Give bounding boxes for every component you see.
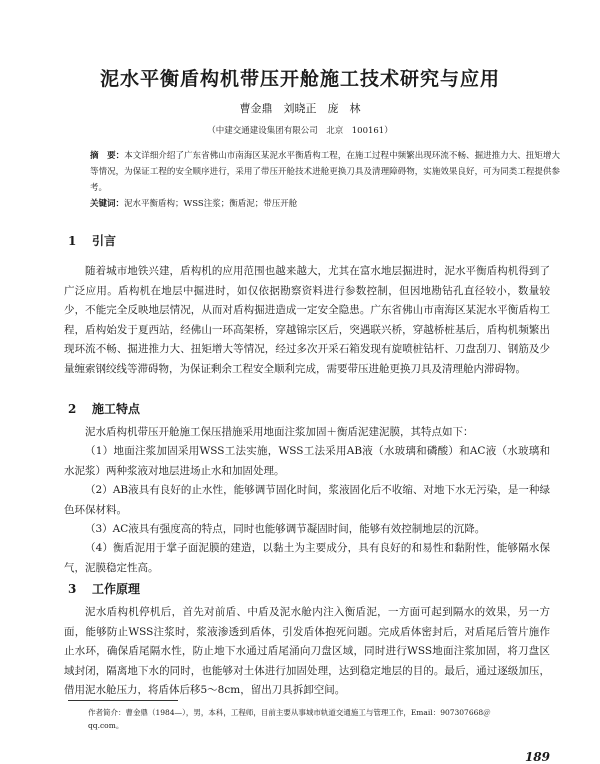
author-list: 曹金鼎 刘晓正 庞 林 — [239, 102, 361, 115]
section-heading-2 — [68, 400, 140, 417]
footnote — [88, 706, 558, 732]
keywords-text: 泥水平衡盾构；WSS注浆；衡盾泥；带压开舱 — [124, 199, 298, 209]
paragraph: 随着城市地铁兴建，盾构机的应用范围也越来越大，尤其在富水地层掘进时，泥水平衡盾构机得到了广泛应用。盾构机在地层中掘进时，如仅依据勘察资料进行参数控制，但因地勘钻孔直径较小，数量较少，不能完全反映地层情况，从而对盾构掘进造成一定安全隐患。广东省佛山市南海区某泥水平衡盾构工程，盾构始发于夏西站，经佛山一环高架桥，穿越锦宗区后，突遇联兴桥，穿越桥桩基后，盾构机频繁出现环流不畅、掘进推力大、扭矩增大等情况，经过多次开采石箱发现有旋喷桩钻杆、刀盘刮刀、钢筋及少量缠索钢绞线等滞碍物，为保证剩余工程安全顺利完成，需要带压进舱更换刀具及清理舱内滞碍物。 — [64, 265, 550, 375]
abstract-text: 本文详细介绍了广东省佛山市南海区某泥水平衡盾构工程，在施工过程中频繁出现环流不畅、掘进推力大、扭矩增大等情况，为保证工程的安全顺序进行，采用了带压开舱技术进舱更换刀具及清理障碍物，实施效果良好，可为同类工程提供参考。 — [90, 151, 560, 193]
footnote-line: 作者简介：曹金鼎（1984—），男，本科，工程师，目前主要从事城市轨道交通施工与管理工作，Email：907307668＠ — [88, 708, 491, 717]
section-number: 1 — [68, 234, 77, 248]
abstract — [90, 148, 560, 196]
affiliation: （中建交通建设集团有限公司 北京 100161） — [207, 126, 393, 136]
section-title: 施工特点 — [92, 402, 141, 416]
paragraph: 泥水盾构机带压开舱施工保压措施采用地面注浆加固＋衡盾泥建泥膜，其特点如下： — [85, 426, 474, 438]
paragraph: （4）衡盾泥用于掌子面泥膜的建造，以黏土为主要成分，具有良好的和易性和黏附性，能够隔水保气，泥膜稳定性高。 — [64, 542, 550, 574]
paragraph: 泥水盾构机停机后，首先对前盾、中盾及泥水舱内注入衡盾泥，一方面可起到隔水的效果，另一方面，能够防止WSS注浆时，浆液渗透到盾体，引发盾体抱死问题。完成盾体密封后，对盾尾后管片施作止水环，确保盾尾隔水性，防止地下水通过盾尾涌向刀盘区域，同时进行WSS地面注浆加固，将刀盘区域封闭，隔离地下水的同时，也能够对土体进行加固处理，达到稳定地层的目的。最后，通过逐级加压，借用泥水舱压力，将盾体后移5～8cm，留出刀具拆卸空间。 — [64, 606, 550, 696]
keywords-label: 关键词： — [90, 199, 125, 209]
section-heading-3 — [68, 580, 140, 597]
section-title: 引言 — [92, 234, 117, 248]
paragraph: （3）AC液具有强度高的特点，同时也能够调节凝固时间，能够有效控制地层的沉降。 — [85, 523, 486, 535]
section-heading-1 — [68, 232, 116, 249]
footnote-divider — [68, 700, 178, 701]
page-number: 189 — [524, 750, 550, 764]
section-number: 2 — [68, 402, 77, 416]
paragraph: （2）AB液具有良好的止水性，能够调节固化时间，浆液固化后不收缩、对地下水无污染，是一种绿色环保材料。 — [64, 484, 550, 516]
footnote-line: qq.com。 — [88, 721, 124, 730]
abstract-label: 摘 要： — [90, 151, 125, 161]
paper-title: 泥水平衡盾构机带压开舱施工技术研究与应用 — [99, 68, 500, 90]
keywords — [90, 196, 560, 212]
section-number: 3 — [68, 582, 77, 596]
paragraph: （1）地面注浆加固采用WSS工法实施，WSS工法采用AB液（水玻璃和磷酸）和AC液（水玻璃和水泥浆）两种浆液对地层进场止水和加固处理。 — [64, 445, 550, 477]
section-title: 工作原理 — [92, 582, 141, 596]
